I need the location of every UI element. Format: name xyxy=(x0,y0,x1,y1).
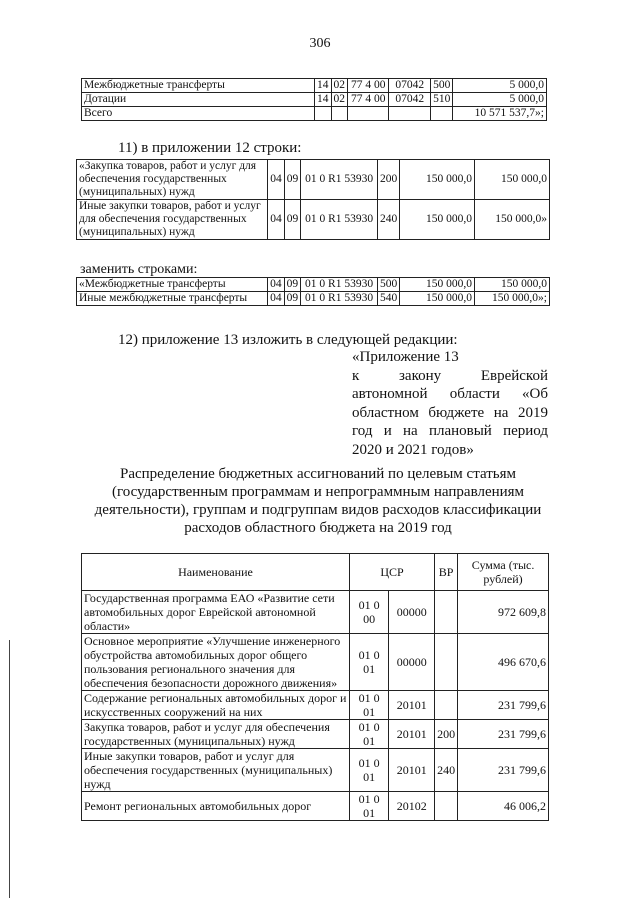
row-name: Основное мероприятие «Улучшение инженерного обустройства автомобильных дорог общего пользования регионального значения для обеспечения безопасности дорожного движения» xyxy=(82,634,350,691)
row-name: Государственная программа ЕАО «Развитие сети автомобильных дорог Еврейской автономной области» xyxy=(82,591,350,634)
heading-line: деятельности), группам и подгруппам видов расходов классификации xyxy=(94,502,542,518)
row-vr: 200 xyxy=(435,720,458,749)
table-mid xyxy=(76,159,550,240)
row-sum: 231 799,6 xyxy=(458,720,549,749)
row-vr: 200 xyxy=(378,160,400,200)
row-sum: 231 799,6 xyxy=(458,691,549,720)
row-amount: 5 000,0 xyxy=(453,93,547,107)
table-row xyxy=(77,200,550,240)
row-code: 09 xyxy=(284,160,301,200)
row-code: 14 xyxy=(315,93,332,107)
row-csr: 20101 xyxy=(389,720,435,749)
replace-label: заменить строками: xyxy=(80,262,198,277)
row-code: 07042 xyxy=(389,93,431,107)
table-row xyxy=(82,691,549,720)
row-vr: 500 xyxy=(431,79,453,93)
heading-line: Распределение бюджетных ассигнований по целевым статьям xyxy=(120,466,516,482)
row-code: 07042 xyxy=(389,79,431,93)
row-amount: 5 000,0 xyxy=(453,79,547,93)
header-csr: ЦСР xyxy=(349,554,434,591)
row-name: Иные закупки товаров, работ и услуг для обеспечения государственных (муниципальных) нужд xyxy=(77,200,268,240)
table-row xyxy=(82,749,549,792)
row-csr: 01 0 01 xyxy=(349,749,388,792)
header-vr: ВР xyxy=(435,554,458,591)
page-number: 306 xyxy=(309,36,331,51)
table-row xyxy=(82,107,547,121)
row-amount: 150 000,0 xyxy=(400,200,475,240)
header-name: Наименование xyxy=(82,554,350,591)
caption-line: к закону Еврейской xyxy=(352,367,548,384)
row-code: 01 0 R1 53930 xyxy=(301,278,378,292)
caption-line: год и на плановый период xyxy=(352,423,548,439)
row-code: 02 xyxy=(331,93,348,107)
row-code: 14 xyxy=(315,79,332,93)
row-vr: 240 xyxy=(378,200,400,240)
row-csr: 01 0 01 xyxy=(349,720,388,749)
table-row xyxy=(82,591,549,634)
row-code xyxy=(331,107,348,121)
row-vr xyxy=(435,792,458,821)
row-csr: 01 0 00 xyxy=(349,591,388,634)
caption-line: областном бюджете на 2019 xyxy=(352,404,548,421)
caption-line: «Приложение 13 xyxy=(352,349,459,365)
row-amount: 150 000,0»; xyxy=(474,292,549,306)
row-sum: 231 799,6 xyxy=(458,749,549,792)
row-amount: 150 000,0 xyxy=(400,160,475,200)
row-name: Межбюджетные трансферты xyxy=(82,79,315,93)
row-vr: 240 xyxy=(435,749,458,792)
row-name: Закупка товаров, работ и услуг для обеспечения государственных (муниципальных) нужд xyxy=(82,720,350,749)
row-amount: 10 571 537,7»; xyxy=(453,107,547,121)
row-vr xyxy=(435,691,458,720)
row-code: 04 xyxy=(268,278,285,292)
row-vr xyxy=(431,107,453,121)
row-vr xyxy=(435,634,458,691)
row-code: 04 xyxy=(268,292,285,306)
table-row xyxy=(82,720,549,749)
row-code: 01 0 R1 53930 xyxy=(301,160,378,200)
row-code: 01 0 R1 53930 xyxy=(301,200,378,240)
heading-line: (государственным программам и непрограммным направлениям xyxy=(111,484,525,500)
row-csr: 01 0 01 xyxy=(349,634,388,691)
row-name: Содержание региональных автомобильных дорог и искусственных сооружений на них xyxy=(82,691,350,720)
row-csr: 20102 xyxy=(389,792,435,821)
table-top xyxy=(81,78,547,121)
row-code: 09 xyxy=(284,292,301,306)
budget-table xyxy=(81,553,549,821)
row-amount: 150 000,0 xyxy=(475,160,550,200)
row-code: 01 0 R1 53930 xyxy=(301,292,378,306)
row-csr: 00000 xyxy=(389,634,435,691)
row-code: 04 xyxy=(268,160,285,200)
row-sum: 496 670,6 xyxy=(458,634,549,691)
table-heading xyxy=(80,465,556,537)
row-code xyxy=(315,107,332,121)
heading-line: расходов областного бюджета на 2019 год xyxy=(184,520,452,536)
row-name: Иные межбюджетные трансферты xyxy=(77,292,268,306)
item-11: 11) в приложении 12 строки: xyxy=(118,140,302,156)
caption-line: 2020 и 2021 годов» xyxy=(352,441,474,458)
table-row xyxy=(77,292,550,306)
appendix-caption xyxy=(352,348,548,459)
row-sum: 972 609,8 xyxy=(458,591,549,634)
row-vr: 540 xyxy=(377,292,399,306)
item-12: 12) приложение 13 изложить в следующей редакции: xyxy=(118,332,458,348)
row-vr: 500 xyxy=(377,278,399,292)
row-csr: 00000 xyxy=(389,591,435,634)
table-row xyxy=(82,792,549,821)
table-row xyxy=(77,278,550,292)
row-amount: 150 000,0» xyxy=(475,200,550,240)
row-csr: 01 0 01 xyxy=(349,792,388,821)
row-csr: 20101 xyxy=(389,691,435,720)
table-row xyxy=(77,160,550,200)
caption-line: автономной области «Об xyxy=(352,386,548,402)
table-replacement xyxy=(76,277,550,306)
table-row xyxy=(82,634,549,691)
row-code: 09 xyxy=(284,200,301,240)
table-row xyxy=(82,93,547,107)
row-csr: 01 0 01 xyxy=(349,691,388,720)
row-code xyxy=(389,107,431,121)
row-code: 77 4 00 xyxy=(348,93,389,107)
row-amount: 150 000,0 xyxy=(400,292,475,306)
table-row xyxy=(82,79,547,93)
row-code: 02 xyxy=(331,79,348,93)
row-name: «Межбюджетные трансферты xyxy=(77,278,268,292)
header-sum: Сумма (тыс. рублей) xyxy=(458,554,549,591)
row-name: Ремонт региональных автомобильных дорог xyxy=(82,792,350,821)
margin-line xyxy=(9,640,10,898)
row-amount: 150 000,0 xyxy=(400,278,475,292)
row-vr xyxy=(435,591,458,634)
row-csr: 20101 xyxy=(389,749,435,792)
row-code xyxy=(348,107,389,121)
row-vr: 510 xyxy=(431,93,453,107)
row-code: 77 4 00 xyxy=(348,79,389,93)
row-name: Дотации xyxy=(82,93,315,107)
row-name: Иные закупки товаров, работ и услуг для обеспечения государственных (муниципальных) нужд xyxy=(82,749,350,792)
row-code: 09 xyxy=(284,278,301,292)
row-name: «Закупка товаров, работ и услуг для обеспечения государственных (муниципальных) нужд xyxy=(77,160,268,200)
row-sum: 46 006,2 xyxy=(458,792,549,821)
row-name: Всего xyxy=(82,107,315,121)
row-code: 04 xyxy=(268,200,285,240)
table-header-row xyxy=(82,554,549,591)
row-amount: 150 000,0 xyxy=(474,278,549,292)
